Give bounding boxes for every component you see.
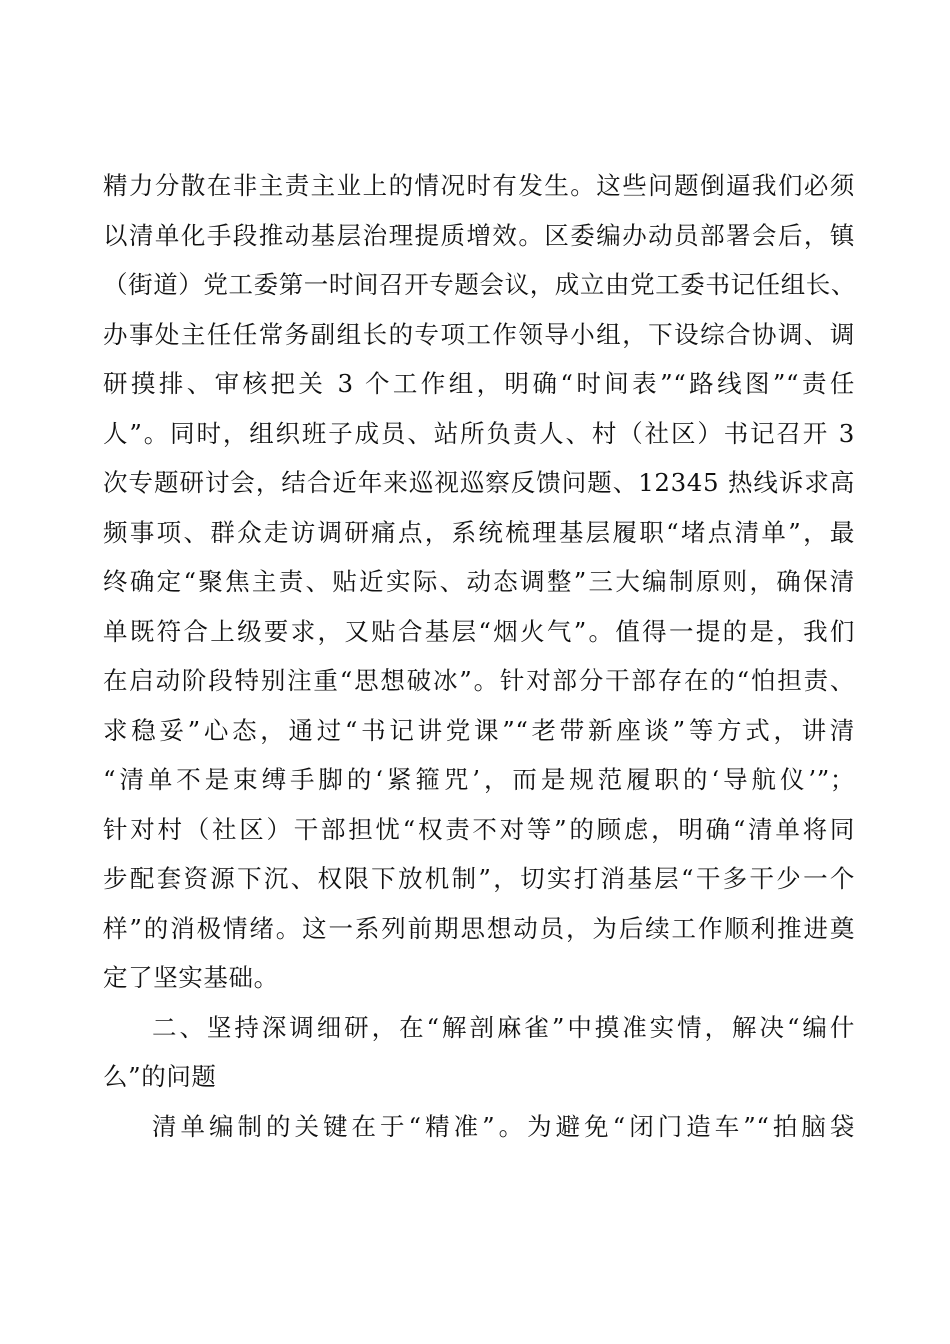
paragraph-1-line: 研摸排、审核把关 3 个工作组，明确“时间表”“路线图”“责任: [103, 369, 855, 398]
paragraph-1-line: 频事项、群众走访调研痛点，系统梳理基层履职“堵点清单”，最: [103, 517, 855, 547]
paragraph-1-line: 次专题研讨会，结合近年来巡视巡察反馈问题、12345 热线诉求高: [103, 468, 855, 497]
paragraph-1-line: 样”的消极情绪。这一系列前期思想动员，为后续工作顺利推进奠: [103, 913, 855, 943]
section-heading-line: 二、坚持深调细研，在“解剖麻雀”中摸准实情，解决“编什: [152, 1012, 855, 1042]
paragraph-1-line: 办事处主任任常务副组长的专项工作领导小组，下设综合协调、调: [103, 319, 855, 349]
paragraph-2-line: 清单编制的关键在于“精准”。为避免“闭门造车”“拍脑袋: [152, 1111, 855, 1141]
paragraph-1-line: 针对村（社区）干部担忧“权责不对等”的顾虑，明确“清单将同: [103, 814, 855, 844]
paragraph-1-line: 终确定“聚焦主责、贴近实际、动态调整”三大编制原则，确保清: [103, 567, 855, 596]
paragraph-1-line: 以清单化手段推动基层治理提质增效。区委编办动员部署会后，镇: [103, 220, 855, 250]
paragraph-1-line: 步配套资源下沉、权限下放机制”，切实打消基层“干多干少一个: [103, 864, 855, 893]
paragraph-1-line: “清单不是束缚手脚的‘紧箍咒’，而是规范履职的‘导航仪’”；: [103, 765, 855, 794]
paragraph-1-line: 人”。同时，组织班子成员、站所负责人、村（社区）书记召开 3: [103, 418, 855, 448]
paragraph-1-line: 精力分散在非主责主业上的情况时有发生。这些问题倒逼我们必须: [103, 171, 855, 200]
paragraph-1-line: 定了坚实基础。: [103, 963, 279, 992]
paragraph-1-line: 单既符合上级要求，又贴合基层“烟火气”。值得一提的是，我们: [103, 616, 855, 646]
section-heading-line: 么”的问题: [103, 1062, 217, 1091]
paragraph-1-line: 求稳妥”心态，通过“书记讲党课”“老带新座谈”等方式，讲清: [103, 715, 855, 745]
paragraph-1-line: （街道）党工委第一时间召开专题会议，成立由党工委书记任组长、: [103, 270, 856, 299]
paragraph-1-line: 在启动阶段特别注重“思想破冰”。针对部分干部存在的“怕担责、: [103, 666, 855, 695]
